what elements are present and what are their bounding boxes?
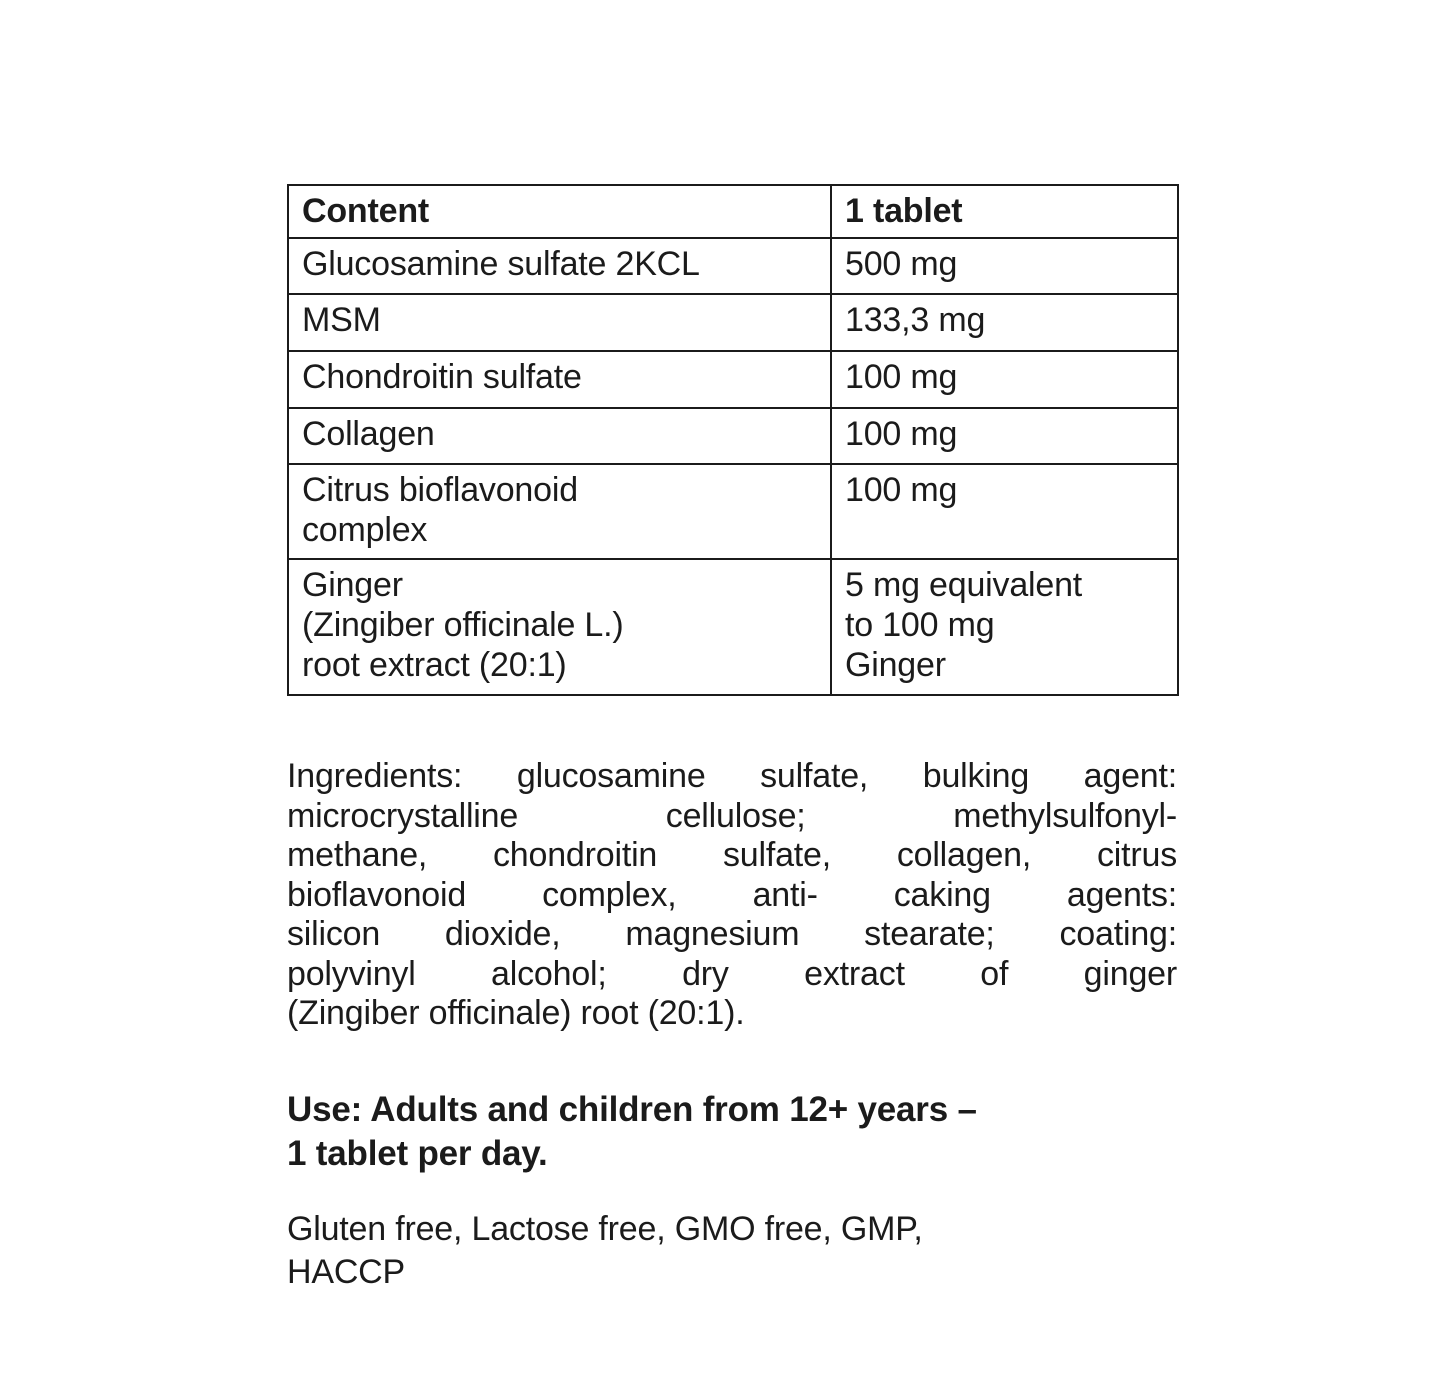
amount-cell: 100 mg — [831, 351, 1178, 408]
content-cell: Ginger (Zingiber officinale L.) root extract (20:1) — [288, 559, 831, 695]
table-row-ginger — [288, 559, 1178, 695]
table-row-citrus-bioflavonoid — [288, 464, 1178, 559]
amount-cell: 100 mg — [831, 464, 1178, 559]
certifications-text: Gluten free, Lactose free, GMO free, GMP, HACCP — [287, 1210, 923, 1291]
table-row-chondroitin — [288, 351, 1178, 408]
content-cell: Glucosamine sulfate 2KCL — [288, 238, 831, 294]
table-row-collagen — [288, 408, 1178, 464]
supplement-facts-table — [287, 184, 1179, 696]
tablet-column-header: 1 tablet — [831, 185, 1178, 238]
content-cell: Collagen — [288, 408, 831, 464]
amount-cell: 133,3 mg — [831, 294, 1178, 351]
amount-cell: 5 mg equivalent to 100 mg Ginger — [831, 559, 1178, 695]
amount-cell: 100 mg — [831, 408, 1178, 464]
content-cell: MSM — [288, 294, 831, 351]
content-column-header: Content — [288, 185, 831, 238]
table-row-glucosamine — [288, 238, 1178, 294]
table-row-msm — [288, 294, 1178, 351]
table-header-row — [288, 185, 1178, 238]
content-cell: Chondroitin sulfate — [288, 351, 831, 408]
content-cell: Citrus bioflavonoid complex — [288, 464, 831, 559]
ingredients-paragraph: Ingredients: glucosamine sulfate, bulking agent: microcrystalline cellulose; methylsulfonyl- methane, chondroitin sulfate, collagen, citrus bioflavonoid complex, anti- caking agents: silicon dioxide, magnesium stearate; coating: polyvinyl alcohol; dry extract of ginger (Zingiber officinale) root (20:1). — [287, 757, 1177, 1032]
amount-cell: 500 mg — [831, 238, 1178, 294]
use-instructions: Use: Adults and children from 12+ years – 1 tablet per day. — [287, 1090, 977, 1173]
